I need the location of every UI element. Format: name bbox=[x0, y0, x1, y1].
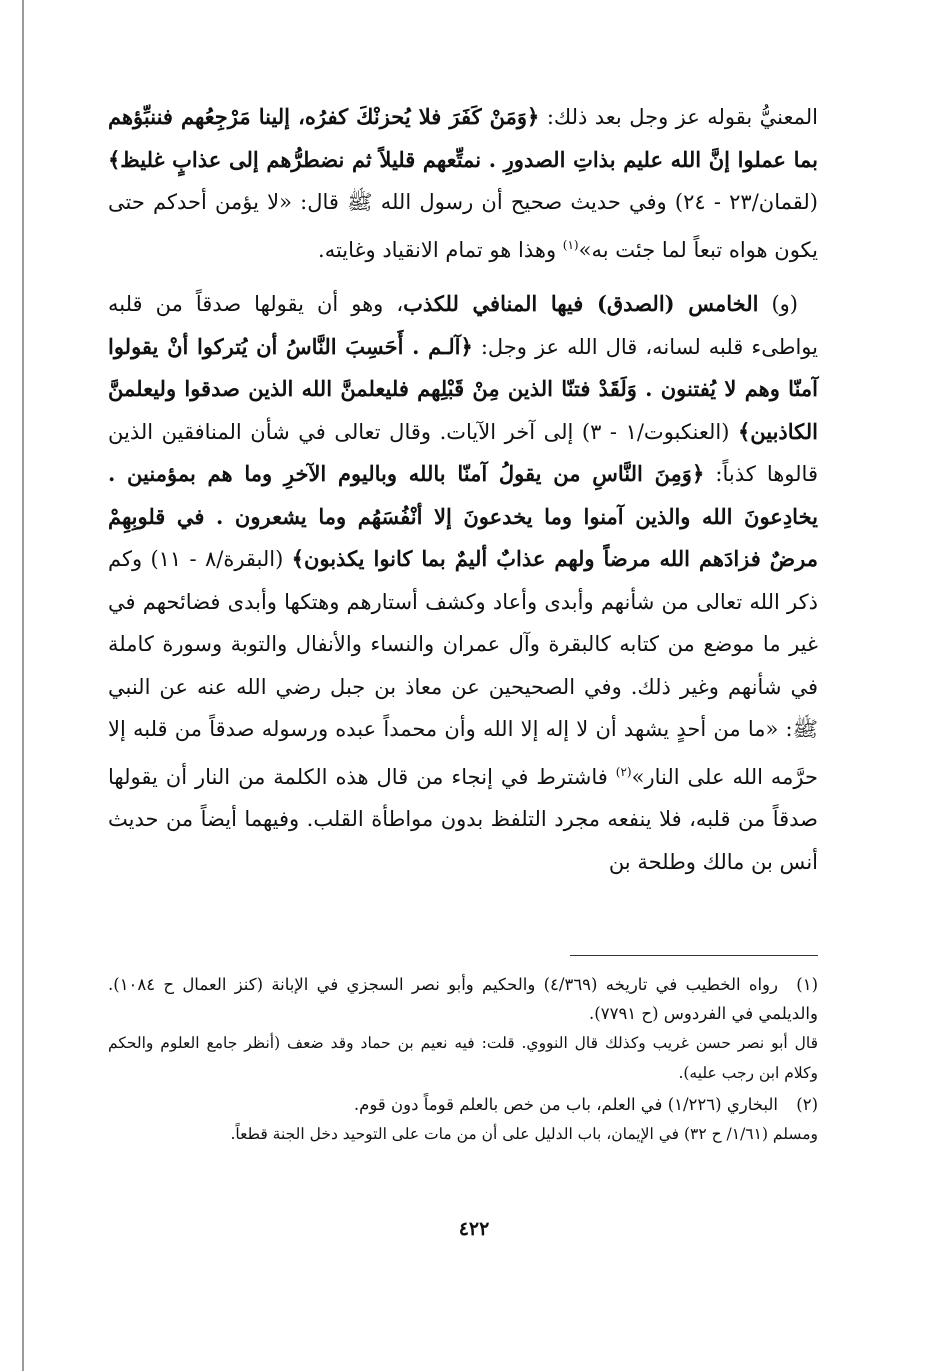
quran-quote: ﴿وَمَنْ كَفَرَ فلا يُحزنْكَ كفرُه، إلينا مَرْجِعُهم فننبِّؤهم بما عملوا إنَّ الله عليم بذاتِ الصدورِ . نمتِّعهم قليلاً ثم نضطرُّهم إلى عذابٍ غليظ﴾ bbox=[108, 104, 818, 172]
footnote-number: (١) bbox=[796, 975, 818, 994]
footnote-text: البخاري (١/٢٢٦) في العلم، باب من خص بالعلم قوماً دون قوم. bbox=[353, 1095, 778, 1114]
footnote-line bbox=[108, 1090, 818, 1119]
page-number: ٤٢٢ bbox=[458, 1218, 490, 1240]
text-segment: (العنكبوت/١ - ٣) إلى آخر الآيات. وقال تعالى في شأن المنافقين الذين قالوها كذباً: bbox=[108, 419, 818, 486]
text-segment: وهذا هو تمام الانقياد وغايته. bbox=[318, 237, 563, 262]
text-segment: (لقمان/٢٣ - ٢٤) وفي حديث صحيح أن رسول الله ﷺ قال: «لا يؤمن أحدكم حتى يكون هواه تبعاً لما جئت به» bbox=[108, 190, 818, 262]
footnote-text: قال أبو نصر حسن غريب وكذلك قال النووي. قلت: فيه نعيم بن حماد وقد ضعف (أنظر جامع العلوم والحكم وكلام ابن رجب عليه). bbox=[108, 1034, 818, 1082]
quran-quote: ﴿آلـم . أَحَسِبَ النَّاسُ أن يُتركوا أنْ يقولوا آمنّا وهم لا يُفتنون . وَلَقَدْ فتنّا الذين مِنْ قَبْلِهم فليعلمنَّ الله الذين صدقوا وليعلمنَّ الكاذبين﴾ bbox=[108, 333, 818, 444]
footnote-number: (٢) bbox=[796, 1095, 818, 1114]
text-segment: فاشترط في إنجاء من قال هذه الكلمة من النار أن يقولها صدقاً من قلبه، فلا ينفعه مجرد التلفظ بدون مواطأة القلب. وفيهما أيضاً من حديث أنس بن مالك وطلحة بن bbox=[108, 764, 818, 874]
footnote-text: ومسلم (١/٦١/ ح ٣٢) في الإيمان، باب الدليل على أن من مات على التوحيد دخل الجنة قطعاً. bbox=[230, 1125, 818, 1143]
paragraph bbox=[108, 283, 818, 883]
footnote-marker: (١) bbox=[562, 237, 579, 252]
footnote-separator bbox=[570, 955, 818, 956]
footnote bbox=[108, 1090, 818, 1149]
footnote-text: رواه الخطيب في تاريخه (٤/٣٦٩) والحكيم وأبو نصر السجزي في الإبانة (كنز العمال ح ١٠٨٤). والديلمي في الفردوس (ح ٧٧٩١). bbox=[108, 975, 818, 1023]
page-margin-line bbox=[22, 0, 24, 1371]
footnote-marker: (٢) bbox=[615, 764, 632, 779]
paragraph bbox=[108, 96, 818, 271]
quran-quote: ﴿وَمِنَ النَّاسِ من يقولُ آمنّا بالله وباليوم الآخرِ وما هم بمؤمنين . يخادِعونَ الله والذين آمنوا وما يخدعونَ إلا أنْفُسَهُم وما يشعرون . في قلوبِهِمْ مرضٌ فزادَهم الله مرضاً ولهم عذابٌ أليمٌ بما كانوا يكذبون﴾ bbox=[108, 461, 818, 571]
main-text bbox=[108, 96, 818, 883]
text-segment: (و) bbox=[758, 292, 799, 316]
footnote-line bbox=[108, 1119, 818, 1149]
footnotes bbox=[108, 970, 818, 1151]
footnote bbox=[108, 970, 818, 1088]
text-segment: المعنيُّ بقوله عز وجل بعد ذلك: bbox=[539, 105, 818, 129]
body-text bbox=[108, 96, 818, 883]
text-segment: ، وهو أن يقولها صدقاً من قلبه يواطىء قلبه لسانه، قال الله عز وجل: bbox=[108, 292, 818, 359]
text-segment: (البقرة/٨ - ١١) وكم ذكر الله تعالى من شأنهم وأبدى وأعاد وكشف أستارهم وهتكها وأبدى فضائحهم في غير ما موضع من كتابه كالبقرة وآل عمران والنساء والأنفال والتوبة وسورة كاملة في شأنهم وغير ذلك. وفي الصحيحين عن معاذ بن جبل رضي الله عنه عن النبي ﷺ: «ما من أحدٍ يشهد أن لا إله إلا الله وأن محمداً عبده ورسوله صدقاً من قلبه إلا حرَّمه الله على النار» bbox=[108, 547, 818, 789]
footnote-line bbox=[108, 1028, 818, 1088]
quran-quote: الخامس (الصدق) فيها المنافي للكذب bbox=[403, 291, 759, 316]
footnote-line bbox=[108, 970, 818, 1028]
